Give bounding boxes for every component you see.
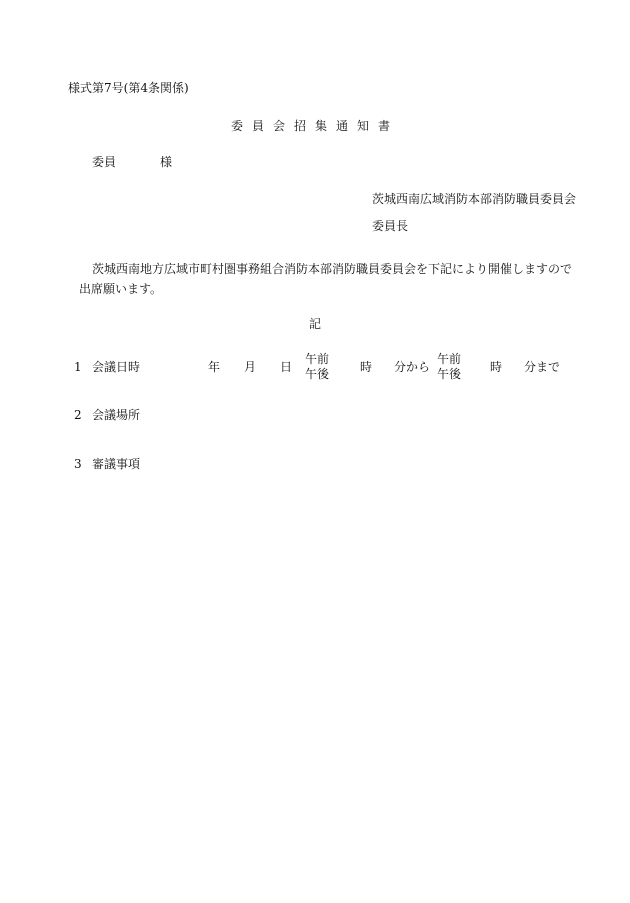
addressee-label: 委員 bbox=[92, 155, 117, 169]
item-number: 1 bbox=[74, 360, 82, 374]
am-label: 午前 bbox=[305, 352, 330, 366]
hour-label: 時 bbox=[490, 360, 503, 374]
body-text-line1: 茨城西南地方広域市町村圏事務組合消防本部消防職員委員会を下記により開催しますので bbox=[92, 262, 573, 276]
sender-chair: 委員長 bbox=[372, 219, 409, 233]
addressee bbox=[92, 156, 172, 170]
minute-from-label: 分から bbox=[394, 360, 431, 374]
sender-organization: 茨城西南広域消防本部消防職員委員会 bbox=[372, 192, 577, 206]
am-label: 午前 bbox=[437, 352, 462, 366]
document-title: 委員会招集通知書 bbox=[230, 119, 399, 133]
year-label: 年 bbox=[208, 360, 221, 374]
pm-label: 午後 bbox=[305, 367, 330, 381]
addressee-honorific: 様 bbox=[160, 155, 173, 169]
body-text-line2: 出席願います。 bbox=[79, 282, 163, 296]
hour-label: 時 bbox=[360, 360, 373, 374]
ki-heading: 記 bbox=[308, 317, 321, 331]
day-label: 日 bbox=[280, 360, 293, 374]
item-number: 2 bbox=[74, 408, 82, 422]
item-label: 会議場所 bbox=[92, 408, 141, 422]
item-label: 審議事項 bbox=[92, 457, 141, 471]
form-number: 様式第7号(第4条関係) bbox=[68, 81, 189, 95]
item-label: 会議日時 bbox=[92, 360, 141, 374]
minute-to-label: 分まで bbox=[524, 360, 561, 374]
item-number: 3 bbox=[74, 457, 82, 471]
ampm-end bbox=[437, 352, 461, 382]
ampm-start bbox=[305, 352, 329, 382]
month-label: 月 bbox=[244, 360, 257, 374]
pm-label: 午後 bbox=[437, 367, 462, 381]
